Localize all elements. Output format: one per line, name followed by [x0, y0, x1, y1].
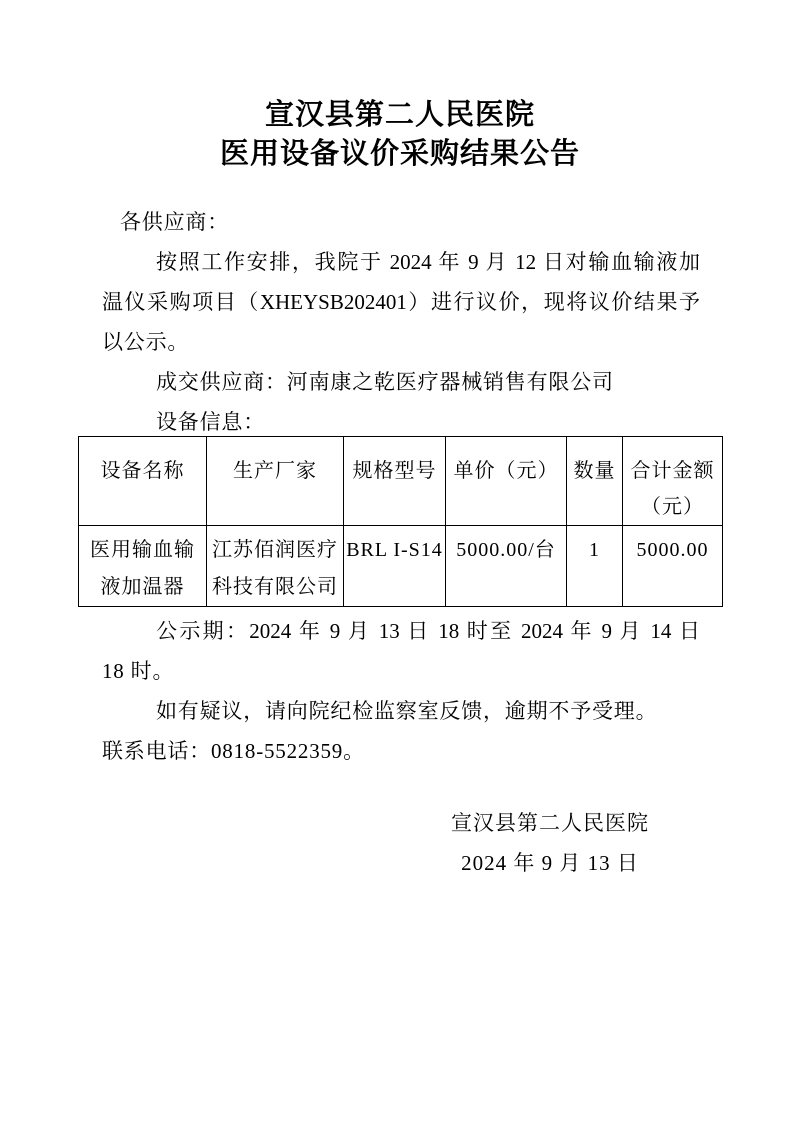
table-header-row: [79, 437, 723, 526]
header-total-amount: 合计金额 （元）: [623, 437, 723, 526]
signature-org: 宣汉县第二人民医院: [451, 811, 649, 835]
equipment-info-label: 设备信息：: [156, 410, 265, 434]
salutation-line: 各供应商：: [120, 210, 229, 234]
announce-paragraph-line-1: 按照工作安排，我院于 2024 年 9 月 12 日对输血输液加: [156, 250, 700, 274]
publicity-period-line-2: 18 时。: [102, 659, 175, 683]
title-announcement: 医用设备议价采购结果公告: [219, 138, 580, 170]
header-device-name: 设备名称: [79, 437, 207, 526]
header-manufacturer: 生产厂家: [207, 437, 344, 526]
header-model: 规格型号: [344, 437, 446, 526]
cell-total-amount: 5000.00: [623, 526, 723, 607]
table-row: [79, 526, 723, 607]
publicity-period-line-1: 公示期：2024 年 9 月 13 日 18 时至 2024 年 9 月 14 日: [156, 619, 700, 643]
equipment-table: [78, 436, 723, 607]
objection-line-2: 联系电话：0818-5522359。: [102, 739, 365, 763]
announcement-body: [102, 202, 700, 442]
signature-block: [440, 803, 660, 883]
announce-paragraph-line-2: 温仪采购项目（XHEYSB202401）进行议价，现将议价结果予: [102, 290, 700, 314]
post-table-body: [102, 611, 700, 771]
title-hospital-name: 宣汉县第二人民医院: [264, 99, 535, 131]
cell-model: BRL I-S14: [344, 526, 446, 607]
objection-line-1: 如有疑议，请向院纪检监察室反馈，逾期不予受理。: [156, 699, 658, 723]
announce-paragraph-line-3: 以公示。: [102, 330, 190, 354]
winning-supplier-line: 成交供应商：河南康之乾医疗器械销售有限公司: [156, 370, 614, 394]
cell-device-name: 医用输血输 液加温器: [79, 526, 207, 607]
cell-unit-price: 5000.00/台: [446, 526, 567, 607]
signature-date: 2024 年 9 月 13 日: [461, 851, 639, 875]
cell-quantity: 1: [567, 526, 623, 607]
cell-manufacturer: 江苏佰润医疗 科技有限公司: [207, 526, 344, 607]
page-title: [0, 0, 800, 174]
header-unit-price: 单价（元）: [446, 437, 567, 526]
header-quantity: 数量: [567, 437, 623, 526]
